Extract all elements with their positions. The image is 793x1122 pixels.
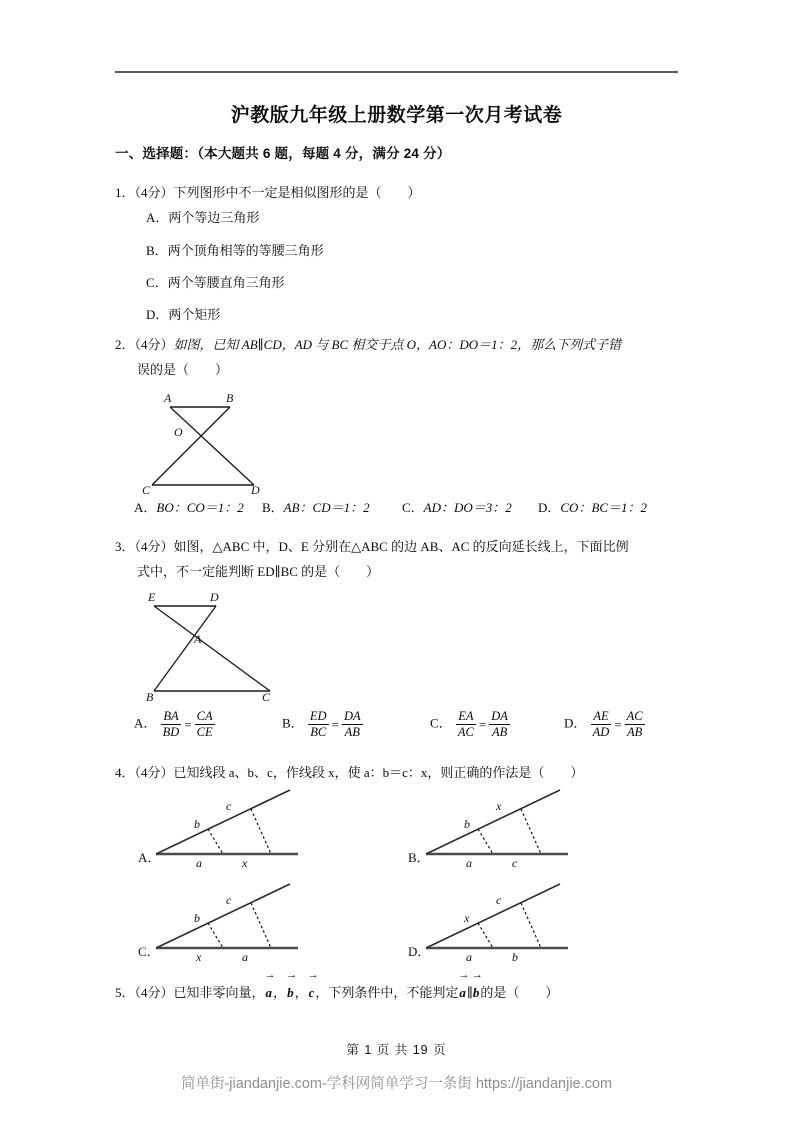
question-4-option-d[interactable] (408, 880, 658, 962)
vector-separator: ， (294, 985, 308, 1000)
svg-text:D．: D． (408, 944, 431, 959)
section-heading: 一、选择题：（本大题共 6 题，每题 4 分，满分 24 分） (115, 146, 451, 161)
fraction-left (308, 709, 329, 740)
option-label: C． (402, 500, 424, 515)
question-3-points: （4分） (134, 539, 174, 554)
svg-text:a: a (196, 856, 202, 868)
option-label: B． (262, 500, 284, 515)
question-1-number: 1 (115, 185, 122, 200)
option-text: 两个等腰直角三角形 (167, 275, 285, 290)
fraction-left (161, 709, 182, 740)
option-text: AD：DO＝3：2 (423, 500, 512, 515)
numerator: AE (591, 709, 612, 725)
parallel-symbol: ∥ (466, 985, 472, 1000)
svg-text:A: A (194, 632, 202, 646)
question-5: 5．（4分）已知非零向量，→ a，→ b，→ c，下列条件中，不能判定→ a∥→ b的是（ ） (115, 980, 680, 1005)
question-1-points: （4分） (134, 185, 174, 200)
fraction-left (591, 709, 612, 740)
vector-b: → b (286, 980, 295, 1005)
question-5-points: （4分） (134, 985, 174, 1000)
question-1-option-d[interactable] (146, 302, 220, 327)
fraction-right (625, 709, 645, 740)
option-text: CO：BC＝1：2 (560, 500, 648, 515)
question-5-stem-p1: 已知非零向量， (173, 985, 265, 1000)
question-5-number: 5 (115, 985, 122, 1000)
svg-text:x: x (196, 950, 202, 962)
svg-text:D: D (251, 483, 260, 495)
figure-bowtie-ab-cd (138, 390, 268, 495)
question-2-stem-line2: 误的是（ ） (137, 362, 229, 377)
svg-text:E: E (148, 590, 156, 604)
equals-sign: = (331, 716, 339, 732)
svg-text:C: C (142, 483, 151, 495)
question-3-option-c[interactable] (430, 709, 511, 740)
option-label: B． (146, 243, 168, 258)
denominator: BC (310, 725, 327, 739)
svg-text:a: a (466, 950, 472, 962)
question-3-option-b[interactable] (282, 709, 364, 740)
fraction-left (456, 709, 476, 740)
option-label: C． (146, 275, 168, 290)
svg-text:x: x (242, 856, 248, 868)
question-2-option-b[interactable] (262, 497, 402, 516)
svg-text:x: x (496, 799, 502, 813)
option-text: 两个等边三角形 (168, 210, 260, 225)
svg-text:b: b (194, 911, 200, 925)
page-number-footer: 第 1 页 共 19 页 (346, 1043, 447, 1057)
question-4-number: 4 (115, 765, 122, 780)
fraction-right (489, 709, 510, 740)
svg-text:B: B (226, 391, 234, 405)
numerator: BA (161, 709, 182, 725)
option-label: D． (564, 715, 587, 731)
question-1-option-a[interactable] (146, 205, 259, 230)
question-2-option-c[interactable] (402, 497, 538, 516)
question-3-stem-cont (115, 559, 680, 584)
vector-c: → c (308, 980, 316, 1005)
numerator: ED (309, 709, 327, 723)
vector-b-2: → b (472, 980, 481, 1005)
svg-text:c: c (496, 893, 502, 907)
question-2-stem-cont (115, 357, 680, 382)
question-3-option-d[interactable] (564, 709, 646, 740)
svg-text:B．: B． (408, 850, 430, 865)
figure-bowtie-ed-bc (140, 590, 285, 702)
svg-text:a: a (242, 950, 248, 962)
fraction-right (342, 709, 363, 740)
question-3-stem-line1: 如图，△ABC 中，D、E 分别在△ABC 的边 AB、AC 的反向延长线上，下面比例 (173, 539, 629, 554)
question-2-option-a[interactable] (134, 497, 262, 516)
question-4-option-a[interactable] (138, 786, 388, 868)
vector-separator: ， (273, 985, 287, 1000)
question-2: 2．（4分）如图，已知 AB∥CD，AD 与 BC 相交于点 O，AO：DO＝1：2，那么下列式子错 (115, 337, 622, 352)
question-4-stem: 已知线段 a、b、c，作线段 x，使 a：b＝c：x，则正确的作法是（ ） (173, 765, 584, 780)
question-2-points: （4分） (134, 337, 174, 352)
option-label: D． (146, 307, 169, 322)
question-5-stem-p2: ，下列条件中，不能判定 (315, 985, 459, 1000)
numerator: CA (196, 709, 213, 723)
equals-sign: = (478, 716, 487, 732)
svg-text:C．: C． (138, 944, 160, 959)
numerator: EA (456, 709, 476, 725)
option-label: A． (134, 715, 157, 731)
denominator: CE (196, 725, 213, 739)
question-4-option-c[interactable] (138, 880, 388, 962)
option-text: 两个顶角相等的等腰三角形 (167, 243, 324, 258)
header-divider (115, 71, 678, 73)
numerator: AC (626, 709, 643, 723)
vector-a: → a (265, 980, 274, 1005)
svg-text:b: b (194, 817, 200, 831)
option-label: B． (282, 715, 304, 731)
svg-text:a: a (466, 856, 472, 868)
question-3: 3．（4分）如图，△ABC 中，D、E 分别在△ABC 的边 AB、AC 的反向延长线上，下面比例 (115, 539, 629, 554)
denominator: AB (344, 725, 360, 739)
equals-sign: = (614, 716, 622, 732)
svg-text:b: b (512, 950, 518, 962)
svg-text:c: c (512, 856, 518, 868)
denominator: AD (592, 725, 610, 739)
vector-a-2: → a (458, 980, 467, 1005)
question-2-options-row (134, 497, 694, 516)
option-label: A． (134, 500, 157, 515)
question-4-points: （4分） (134, 765, 174, 780)
fraction-right (195, 709, 215, 740)
question-2-stem-line1: 如图，已知 AB∥CD，AD 与 BC 相交于点 O，AO：DO＝1：2，那么下列式子错 (173, 337, 622, 352)
denominator: AB (627, 725, 643, 739)
option-label: C． (430, 715, 452, 731)
denominator: AB (491, 725, 508, 739)
svg-text:A: A (164, 391, 172, 405)
question-3-option-a[interactable] (134, 709, 216, 740)
svg-text:C: C (262, 690, 271, 702)
svg-text:A．: A． (138, 850, 161, 865)
option-text: AB：CD＝1：2 (283, 500, 370, 515)
question-1-stem: 下列图形中不一定是相似图形的是（ ） (173, 185, 421, 200)
question-2-option-d[interactable] (538, 497, 647, 516)
svg-text:B: B (146, 690, 154, 702)
question-1: 1．（4分）下列图形中不一定是相似图形的是（ ） (115, 185, 421, 200)
option-text: BO：CO＝1：2 (156, 500, 244, 515)
question-3-stem-line2: 式中，不一定能判断 ED∥BC 的是（ ） (137, 564, 380, 579)
svg-text:c: c (226, 893, 232, 907)
svg-text:b: b (464, 817, 470, 831)
svg-text:x: x (464, 911, 470, 925)
question-4: 4．（4分）已知线段 a、b、c，作线段 x，使 a：b＝c：x，则正确的作法是（ ） (115, 765, 584, 780)
svg-text:c: c (226, 799, 232, 813)
svg-text:D: D (210, 590, 219, 604)
denominator: BD (162, 725, 180, 739)
question-4-option-b[interactable] (408, 786, 658, 868)
svg-text:O: O (174, 425, 183, 439)
numerator: DA (491, 709, 508, 723)
question-3-number: 3 (115, 539, 122, 554)
question-2-number: 2 (115, 337, 122, 352)
option-label: D． (538, 500, 561, 515)
equals-sign: = (184, 716, 192, 732)
page-title: 沪教版九年级上册数学第一次月考试卷 (230, 105, 563, 126)
option-text: 两个矩形 (168, 307, 221, 322)
option-label: A． (146, 210, 169, 225)
question-1-option-b[interactable] (146, 238, 324, 263)
question-1-option-c[interactable] (146, 270, 285, 295)
numerator: DA (343, 709, 361, 723)
watermark-footer: 简单街-jiandanjie.com-学科网简单学习一条街 https://jiandanjie.com (180, 1076, 613, 1092)
question-5-stem-p3: 的是（ ） (480, 985, 559, 1000)
denominator: AC (457, 725, 474, 739)
